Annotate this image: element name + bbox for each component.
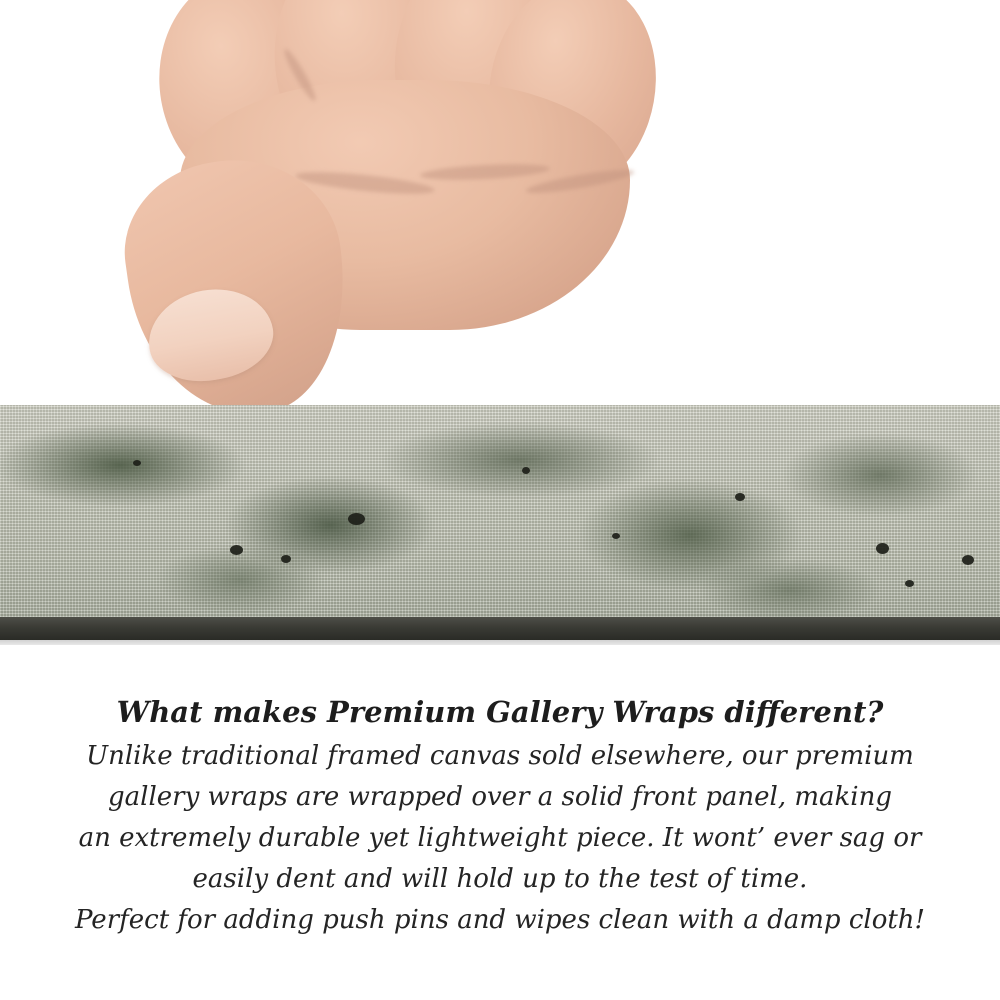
caption-line-3: an extremely durable yet lightweight piece. It wont’ ever sag or xyxy=(78,823,922,853)
texture-speck xyxy=(612,533,620,539)
texture-speck xyxy=(230,545,243,555)
texture-speck xyxy=(735,493,745,501)
caption-line-2: gallery wraps are wrapped over a solid front panel, making xyxy=(108,782,892,812)
caption-heading: What makes Premium Gallery Wraps different? xyxy=(116,695,884,729)
canvas-wrap-slab xyxy=(0,405,1000,640)
canvas-drop-shadow xyxy=(0,640,1000,645)
texture-speck xyxy=(962,555,974,565)
texture-speck xyxy=(281,555,291,563)
caption-line-1: Unlike traditional framed canvas sold elsewhere, our premium xyxy=(86,741,914,771)
texture-speck xyxy=(348,513,365,525)
caption-line-4: easily dent and will hold up to the test of time. xyxy=(192,864,808,894)
texture-speck xyxy=(522,467,530,474)
texture-speck xyxy=(905,580,914,587)
caption-line-5: Perfect for adding push pins and wipes clean with a damp cloth! xyxy=(74,905,925,935)
texture-speck xyxy=(876,543,889,554)
caption-block xyxy=(0,690,1000,941)
hand-illustration xyxy=(120,0,640,430)
texture-speck xyxy=(133,460,141,466)
canvas-face-texture xyxy=(0,405,1000,617)
canvas-side-edge xyxy=(0,617,1000,640)
